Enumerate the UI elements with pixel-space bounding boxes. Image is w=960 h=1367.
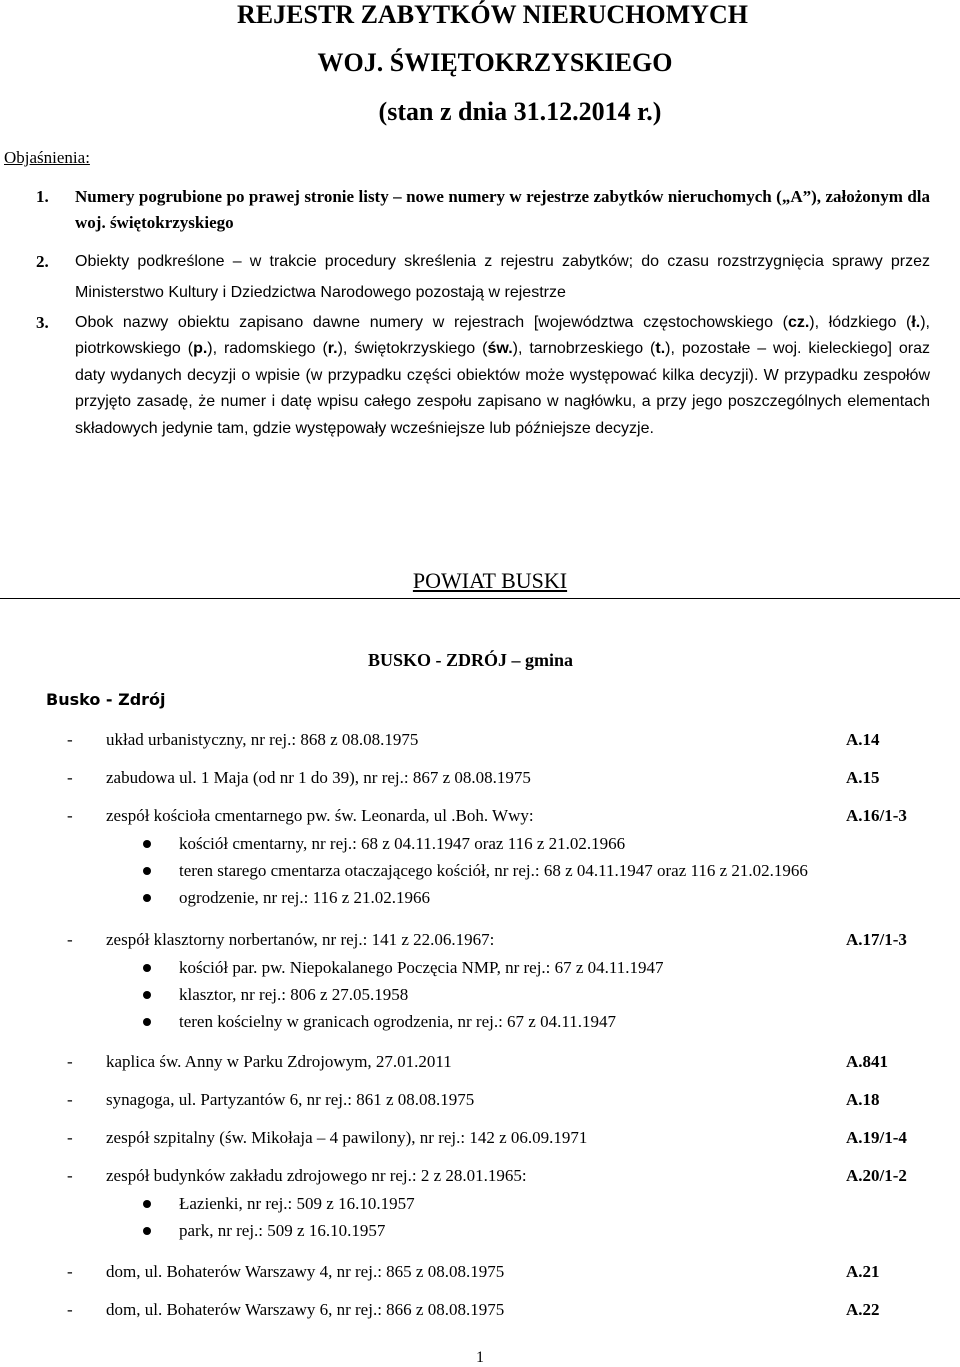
registry-entry <box>0 1124 960 1162</box>
entry-text: zespół budynków zakładu zdrojowego nr rej.: 2 z 28.01.1965: <box>106 1166 527 1185</box>
document-subtitle-voivodeship: WOJ. ŚWIĘTOKRZYSKIEGO <box>317 48 673 77</box>
note-number: 1. <box>36 187 49 206</box>
sub-item-text: Łazienki, nr rej.: 509 z 16.10.1957 <box>179 1194 415 1213</box>
entry-number: A.17/1-3 <box>846 930 907 949</box>
entry-sub-item <box>0 954 960 981</box>
powiat-section <box>0 566 960 595</box>
note-abbrev: t. <box>655 340 666 358</box>
entry-dash: - <box>67 1300 73 1319</box>
note-abbrev: św. <box>487 340 513 358</box>
entry-dash: - <box>67 768 73 787</box>
bullet-icon <box>143 894 151 902</box>
note-text-part: ), łódzkiego ( <box>809 314 912 331</box>
note-text-part: W przypadku zespołów przyjęto zasadę, że numer i datę wpisu całego zespołu zapisano w nagłówku, a przy jego poszczególnych elementach składowych jedynie tam, gdzie występowały wcześniejsze lub późniejsze decyzje. <box>75 366 931 437</box>
entry-text: kaplica św. Anny w Parku Zdrojowym, 27.01.2011 <box>106 1052 452 1071</box>
sub-item-text: ogrodzenie, nr rej.: 116 z 21.02.1966 <box>179 888 430 907</box>
registry-entry <box>0 1258 960 1296</box>
entry-dash: - <box>67 1262 73 1281</box>
sub-item-text: klasztor, nr rej.: 806 z 27.05.1958 <box>179 985 409 1004</box>
sub-item-text: kościół cmentarny, nr rej.: 68 z 04.11.1947 oraz 116 z 21.02.1966 <box>179 834 626 853</box>
note-abbrev: cz. <box>787 314 810 331</box>
sub-item-text: teren kościelny w granicach ogrodzenia, nr rej.: 67 z 04.11.1947 <box>179 1012 616 1031</box>
note-text-part: ), piotrkowskiego ( <box>75 314 930 358</box>
registry-entry <box>0 1086 960 1124</box>
bullet-icon <box>143 867 151 875</box>
note-abbrev: p. <box>193 340 208 358</box>
registry-entry <box>0 1048 960 1086</box>
entry-dash: - <box>67 1166 73 1185</box>
entry-dash: - <box>67 930 73 949</box>
entry-sub-item <box>0 1008 960 1035</box>
note-text: Numery pogrubione po prawej stronie listy – nowe numery w rejestrze zabytków nieruchomych („A”), założonym dla woj. świętokrzyskiego <box>75 187 930 232</box>
entry-dash: - <box>67 806 73 825</box>
bullet-icon <box>143 964 151 972</box>
note-number: 3. <box>36 313 49 332</box>
entry-sub-item <box>0 981 960 1008</box>
entry-number: A.841 <box>846 1052 889 1071</box>
registry-entry <box>0 802 960 926</box>
section-divider <box>0 598 960 599</box>
bullet-icon <box>143 991 151 999</box>
bullet-icon <box>143 1227 151 1235</box>
document-status-date: (stan z dnia 31.12.2014 r.) <box>378 97 662 126</box>
entry-text: synagoga, ul. Partyzantów 6, nr rej.: 861 z 08.08.1975 <box>106 1090 475 1109</box>
explanation-note-2 <box>0 246 930 308</box>
registry-entry <box>0 764 960 802</box>
entry-dash: - <box>67 730 73 749</box>
entry-number: A.16/1-3 <box>846 806 907 825</box>
document-title: REJESTR ZABYTKÓW NIERUCHOMYCH <box>237 0 748 29</box>
note-text: Obiekty podkreślone – w trakcie procedury skreślenia z rejestru zabytków; do czasu rozstrzygnięcia sprawy przez Ministerstwo Kultury i Dziedzictwa Narodowego pozostają w rejestrze <box>75 253 930 301</box>
explanations-list <box>0 184 930 442</box>
registry-entry <box>0 926 960 1048</box>
registry-entry <box>0 1162 960 1258</box>
entry-sub-item <box>0 884 960 911</box>
note-abbrev: r. <box>327 340 338 358</box>
gmina-heading: BUSKO - ZDRÓJ – gmina <box>368 650 574 670</box>
entry-text: zespół klasztorny norbertanów, nr rej.: 141 z 22.06.1967: <box>106 930 495 949</box>
note-text-part: ), pozostałe – woj. kieleckiego] oraz daty wydanych decyzji o wpisie (w przypadku części obiektów może występować kilka decyzji). <box>75 340 931 384</box>
entry-number: A.19/1-4 <box>846 1128 907 1147</box>
locality-heading: Busko - Zdrój <box>46 690 166 709</box>
entry-number: A.18 <box>846 1090 880 1109</box>
bullet-icon <box>143 1200 151 1208</box>
entry-sub-item <box>0 830 960 857</box>
entry-number: A.20/1-2 <box>846 1166 907 1185</box>
explanation-note-1 <box>0 184 930 236</box>
entry-number: A.21 <box>846 1262 880 1281</box>
explanations-heading: Objaśnienia: <box>4 148 90 167</box>
entry-text: dom, ul. Bohaterów Warszawy 6, nr rej.: 866 z 08.08.1975 <box>106 1300 505 1319</box>
entry-text: dom, ul. Bohaterów Warszawy 4, nr rej.: 865 z 08.08.1975 <box>106 1262 505 1281</box>
entry-text: zabudowa ul. 1 Maja (od nr 1 do 39), nr rej.: 867 z 08.08.1975 <box>106 768 531 787</box>
note-text-part: ), świętokrzyskiego ( <box>337 340 488 358</box>
sub-item-text: park, nr rej.: 509 z 16.10.1957 <box>179 1221 386 1240</box>
sub-item-text: kościół par. pw. Niepokalanego Poczęcia NMP, nr rej.: 67 z 04.11.1947 <box>179 958 664 977</box>
entry-dash: - <box>67 1052 73 1071</box>
entry-text: zespół kościoła cmentarnego pw. św. Leonarda, ul .Boh. Wwy: <box>106 806 534 825</box>
bullet-icon <box>143 840 151 848</box>
note-number: 2. <box>36 252 49 271</box>
entry-dash: - <box>67 1090 73 1109</box>
note-text-part: ), tarnobrzeskiego ( <box>512 340 656 358</box>
registry-entry <box>0 726 960 764</box>
entry-sub-item <box>0 1190 960 1217</box>
note-text-part: ), radomskiego ( <box>207 340 328 358</box>
powiat-heading: POWIAT BUSKI <box>412 568 568 593</box>
entry-sub-item <box>0 1217 960 1244</box>
explanation-note-3 <box>0 310 930 442</box>
entry-number: A.14 <box>846 730 880 749</box>
entry-text: układ urbanistyczny, nr rej.: 868 z 08.08.1975 <box>106 730 419 749</box>
entry-text: zespół szpitalny (św. Mikołaja – 4 pawilony), nr rej.: 142 z 06.09.1971 <box>106 1128 588 1147</box>
entry-number: A.15 <box>846 768 880 787</box>
note-abbrev: ł. <box>911 314 921 331</box>
note-text-part: Obok nazwy obiektu zapisano dawne numery w rejestrach [województwa częstochowskiego ( <box>75 314 788 331</box>
entry-dash: - <box>67 1128 73 1147</box>
registry-entry <box>0 1296 960 1334</box>
entry-sub-item <box>0 857 960 884</box>
sub-item-text: teren starego cmentarza otaczającego kościół, nr rej.: 68 z 04.11.1947 oraz 116 z 21.02.1966 <box>179 861 808 880</box>
page-number: 1 <box>476 1349 484 1366</box>
bullet-icon <box>143 1018 151 1026</box>
entry-number: A.22 <box>846 1300 880 1319</box>
registry-entries <box>0 726 960 1334</box>
